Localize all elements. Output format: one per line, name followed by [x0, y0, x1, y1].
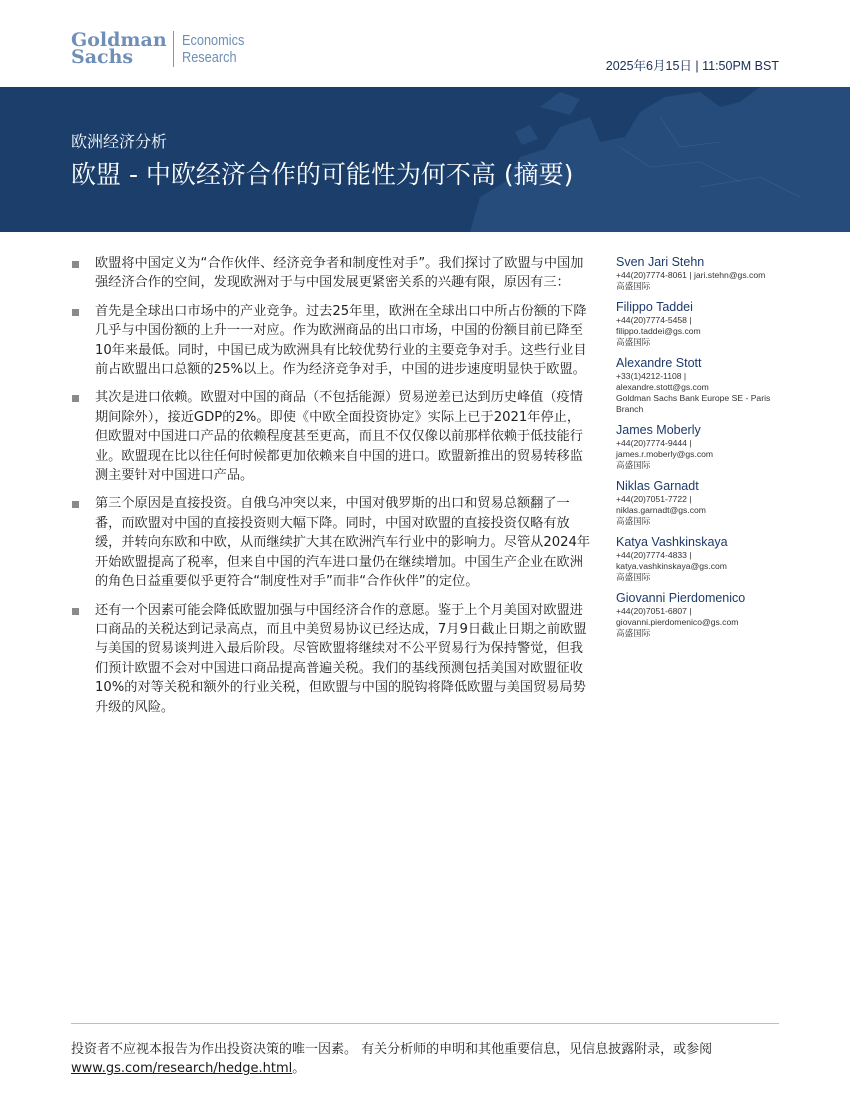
author-email[interactable]: filippo.taddei@gs.com	[616, 326, 701, 336]
author-card	[616, 479, 786, 527]
author-entity: 高盛国际	[616, 572, 651, 582]
authors-sidebar	[616, 255, 786, 647]
disclosure-end: 。	[292, 1061, 306, 1076]
bullet-text: 其次是进口依赖。欧盟对中国的商品（不包括能源）贸易逆差已达到历史峰值（疫情期间除外），接近GDP的2%。即使《中欧全面投资协定》实际上已于2021年停止，但欧盟对中国进口产品的依赖程度甚至更高，而且不仅仅像以前那样依赖于低技能行业。欧盟现在比以往任何时候都更加依赖来自中国的进口。欧盟新推出的贸易转移监测主要针对中国进口产品。	[95, 390, 583, 484]
author-card	[616, 423, 786, 471]
author-email[interactable]: niklas.garnadt@gs.com	[616, 505, 706, 515]
bullet-item	[71, 601, 591, 717]
author-phone: +44(20)7051-6807 |	[616, 606, 692, 616]
author-entity: 高盛国际	[616, 628, 651, 638]
author-card	[616, 300, 786, 348]
author-card	[616, 535, 786, 583]
author-phone: +44(20)7774-9444 |	[616, 438, 692, 448]
author-entity: 高盛国际	[616, 281, 651, 291]
author-entity: 高盛国际	[616, 460, 651, 470]
author-name: Alexandre Stott	[616, 356, 702, 370]
logo-line-2: Sachs	[71, 46, 134, 68]
author-phone: +44(20)7774-5458 |	[616, 315, 692, 325]
bullet-item	[71, 302, 591, 380]
author-phone: +44(20)7774-4833 |	[616, 550, 692, 560]
logo-wordmark	[71, 29, 167, 68]
bullet-square-icon	[72, 309, 79, 316]
author-name: Niklas Garnadt	[616, 479, 699, 493]
author-card	[616, 591, 786, 639]
logo-unit-line-2: Research	[181, 49, 237, 66]
author-name: James Moberly	[616, 423, 701, 437]
bullet-text: 首先是全球出口市场中的产业竞争。过去25年里，欧洲在全球出口中所占份额的下降几乎与中国份额的上升一一对应。作为欧洲商品的出口市场，中国的份额目前已降至10年来最低。同时，中国已成为欧洲具有比较优势行业的主要竞争对手。这些行业目前占欧盟出口总额的25%以上。作为经济竞争对手，中国的进步速度明显快于欧盟。	[95, 303, 587, 378]
author-email[interactable]: giovanni.pierdomenico@gs.com	[616, 617, 739, 627]
bullet-item	[71, 254, 591, 293]
bullet-item	[71, 494, 591, 591]
author-card	[616, 356, 786, 415]
author-entity: Goldman Sachs Bank Europe SE - Paris Branch	[616, 393, 771, 414]
author-card	[616, 255, 786, 292]
bullet-text: 欧盟将中国定义为“合作伙伴、经济竞争者和制度性对手”。我们探讨了欧盟与中国加强经济合作的空间，发现欧洲对于与中国发展更紧密关系的兴趣有限，原因有三：	[95, 256, 584, 291]
summary-body	[71, 254, 591, 726]
logo-divider	[173, 31, 174, 67]
author-email[interactable]: alexandre.stott@gs.com	[616, 382, 709, 392]
bullet-square-icon	[72, 395, 79, 402]
report-title: 欧盟 - 中欧经济合作的可能性为何不高 (摘要)	[71, 160, 574, 189]
report-date: 2025年6月15日 | 11:50PM BST	[605, 59, 779, 73]
author-name: Giovanni Pierdomenico	[616, 591, 746, 605]
author-name: Katya Vashkinskaya	[616, 535, 728, 549]
author-email[interactable]: james.r.moberly@gs.com	[616, 449, 714, 459]
author-name: Sven Jari Stehn	[616, 255, 705, 269]
bullet-square-icon	[72, 501, 79, 508]
author-entity: 高盛国际	[616, 516, 651, 526]
title-banner	[0, 87, 850, 232]
logo-unit-line-1: Economics	[181, 32, 244, 49]
logo-unit	[182, 32, 244, 66]
goldman-sachs-logo	[71, 30, 255, 68]
author-name: Filippo Taddei	[616, 300, 693, 314]
author-phone: +44(20)7051-7722 |	[616, 494, 692, 504]
disclosure-footer	[71, 1040, 791, 1078]
bullet-square-icon	[72, 608, 79, 615]
author-phone: +33(1)4212-1108 |	[616, 371, 687, 381]
banner-subtitle: 欧洲经济分析	[71, 132, 168, 151]
author-contact[interactable]: +44(20)7774-8061 | jari.stehn@gs.com	[616, 270, 766, 280]
footer-divider	[71, 1023, 779, 1024]
bullet-text: 第三个原因是直接投资。自俄乌冲突以来，中国对俄罗斯的出口和贸易总额翻了一番，而欧盟对中国的直接投资则大幅下降。同时，中国对欧盟的直接投资仅略有放缓，并转向东欧和中欧，从而继续扩大其在欧洲汽车行业中的影响力。尽管从2024年开始欧盟提高了税率，但来自中国的汽车进口量仍在继续增加。中国生产企业在欧洲的角色日益重要似乎更符合“制度性对手”而非“合作伙伴”的定位。	[95, 496, 591, 590]
disclosure-text: 投资者不应视本报告为作出投资决策的唯一因素。 有关分析师的申明和其他重要信息，见信息披露附录，或参阅	[71, 1042, 713, 1057]
bullet-square-icon	[72, 261, 79, 268]
disclosure-link[interactable]: www.gs.com/research/hedge.html	[71, 1061, 293, 1076]
logo-line-1: Goldman	[71, 29, 167, 51]
bullet-text: 还有一个因素可能会降低欧盟加强与中国经济合作的意愿。鉴于上个月美国对欧盟进口商品的关税达到记录高点，而且中美贸易协议已经达成，7月9日截止日期之前欧盟与美国的贸易谈判进入最后阶段。尽管欧盟将继续对不公平贸易行为保持警觉，但我们预计欧盟不会对中国进口商品提高普遍关税。我们的基线预测包括美国对欧盟征收10%的对等关税和额外的行业关税，但欧盟与中国的脱钩将降低欧盟与美国贸易局势升级的风险。	[95, 602, 587, 715]
author-email[interactable]: katya.vashkinskaya@gs.com	[616, 561, 727, 571]
author-entity: 高盛国际	[616, 337, 651, 347]
bullet-item	[71, 388, 591, 485]
